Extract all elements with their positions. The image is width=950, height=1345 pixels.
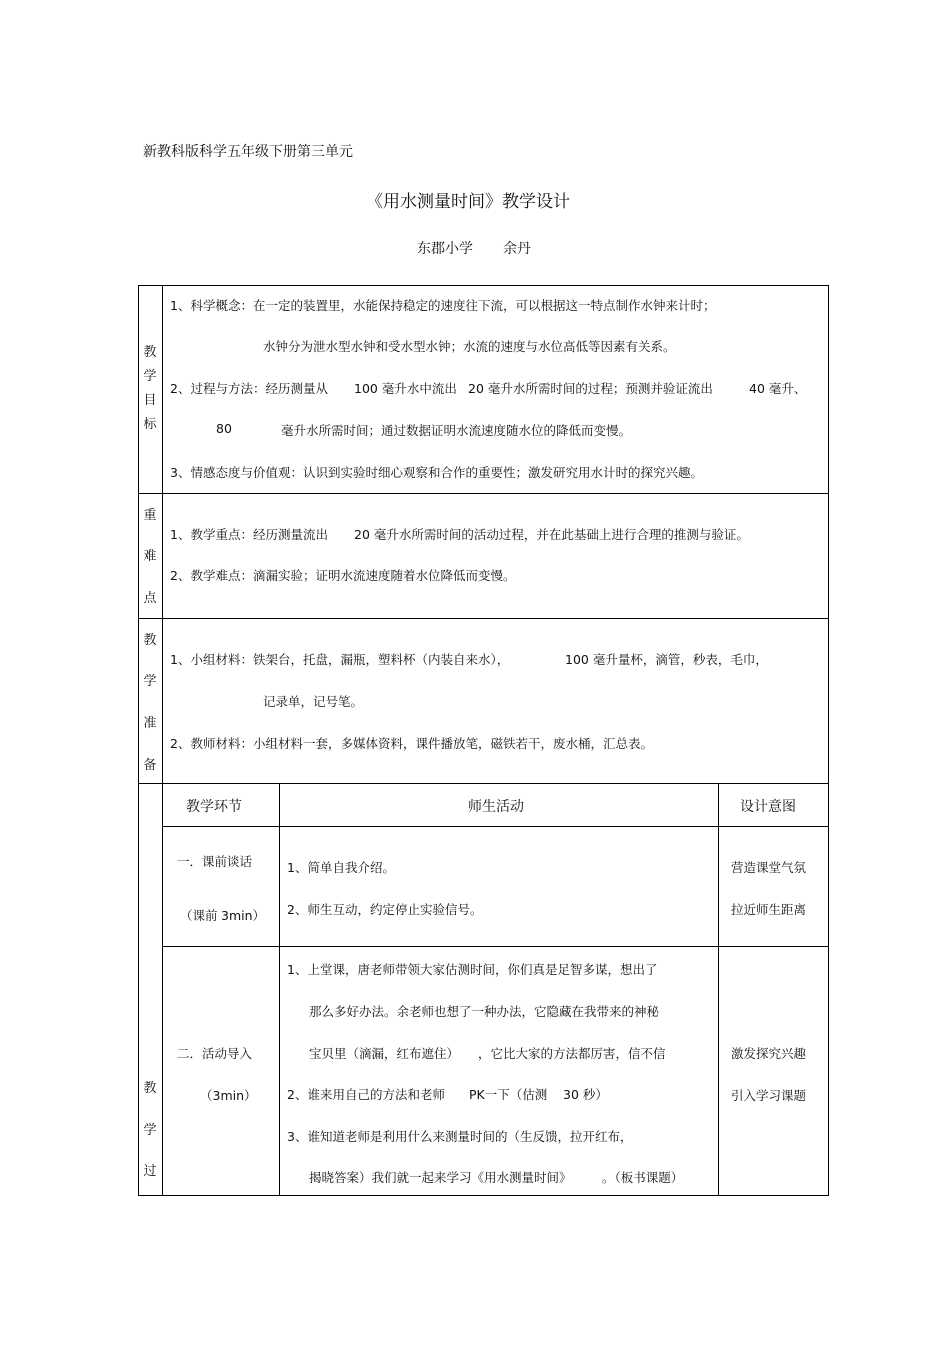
table-border-top — [138, 285, 829, 286]
activity-line: 那么多好办法。余老师也想了一种办法，它隐藏在我带来的神秘 — [309, 1004, 660, 1019]
intent-line: 激发探究兴趣 — [731, 1046, 807, 1061]
row-divider — [138, 783, 829, 784]
intent-line: 引入学习课题 — [731, 1088, 807, 1103]
stage-time: （3min） — [200, 1088, 257, 1103]
activity-line: 宝贝里（滴漏，红布遮住） — [309, 1046, 460, 1061]
activity-line: 2、谁来用自己的方法和老师 — [287, 1087, 445, 1102]
activity-line: ，它比大家的方法都厉害，信不信 — [478, 1046, 666, 1061]
activity-line: 1、简单自我介绍。 — [287, 860, 395, 875]
activity-line: 揭晓答案）我们就一起来学习《用水测量时间》 — [309, 1170, 572, 1185]
section-label-char: 难 — [143, 549, 157, 564]
series-label: 新教科版科学五年级下册第三单元 — [143, 144, 353, 160]
section-label-char: 点 — [143, 591, 157, 606]
column-divider — [718, 783, 719, 1196]
stage-time: 3min） — [221, 908, 266, 923]
preparation-line: 记录单，记号笔。 — [263, 694, 364, 709]
row-divider — [138, 618, 829, 619]
preparation-line: 1、小组材料：铁架台，托盘，漏瓶，塑料杯（内装自来水）， — [170, 652, 510, 667]
stage-name: 二．活动导入 — [177, 1046, 253, 1061]
header-stage: 教学环节 — [186, 799, 242, 815]
section-label-char: 备 — [143, 758, 157, 773]
objective-line: 40 毫升、 — [749, 381, 807, 396]
section-label-char: 教 — [143, 345, 157, 360]
header-intent: 设计意图 — [740, 799, 796, 815]
objective-line: 1、科学概念：在一定的装置里，水能保持稳定的速度往下流，可以根据这一特点制作水钟来计时； — [170, 298, 716, 313]
teacher-name: 余丹 — [503, 241, 531, 257]
activity-line: 3、谁知道老师是利用什么来测量时间的（生反馈，拉开红布， — [287, 1129, 633, 1144]
intent-line: 营造课堂气氛 — [731, 860, 807, 875]
preparation-line: 2、教师材料：小组材料一套，多媒体资料，课件播放笔，磁铁若干，废水桶，汇总表。 — [170, 736, 653, 751]
row-divider — [162, 826, 829, 827]
activity-line: PK一下（估测 — [469, 1087, 548, 1102]
activity-line: 2、师生互动，约定停止实验信号。 — [287, 902, 483, 917]
row-divider — [162, 946, 829, 947]
objective-line: 20 毫升水所需时间的过程；预测并验证流出 — [468, 381, 713, 396]
section-label-char: 教 — [143, 633, 157, 648]
section-label-char: 学 — [143, 1123, 157, 1138]
section-label-char: 教 — [143, 1081, 157, 1096]
keypoint-line: 2、教学难点：滴漏实验；证明水流速度随着水位降低而变慢。 — [170, 568, 516, 583]
section-label-char: 重 — [143, 508, 157, 523]
table-border-right — [828, 285, 829, 1196]
table-border-bottom — [138, 1195, 829, 1196]
section-label-char: 目 — [143, 393, 157, 408]
keypoint-line: 20 毫升水所需时间的活动过程，并在此基础上进行合理的推测与验证。 — [354, 527, 749, 542]
section-label-char: 准 — [143, 716, 157, 731]
intent-line: 拉近师生距离 — [731, 902, 807, 917]
section-label-char: 学 — [143, 369, 157, 384]
objective-line: 3、情感态度与价值观：认识到实验时细心观察和合作的重要性；激发研究用水计时的探究兴趣。 — [170, 465, 703, 480]
objective-line: 2、过程与方法：经历测量从 — [170, 381, 328, 396]
keypoint-line: 1、教学重点：经历测量流出 — [170, 527, 328, 542]
section-label-char: 标 — [143, 417, 157, 432]
objective-line: 毫升水所需时间；通过数据证明水流速度随水位的降低而变慢。 — [281, 423, 632, 438]
activity-line: 30 秒） — [563, 1087, 608, 1102]
objective-line: 100 毫升水中流出 — [354, 381, 457, 396]
objective-line: 80 — [216, 421, 232, 436]
section-label-char: 过 — [143, 1164, 157, 1179]
stage-time: （课前 — [180, 908, 218, 923]
activity-line: 。（板书课题） — [602, 1170, 684, 1185]
preparation-line: 100 毫升量杯，滴管，秒表，毛巾， — [565, 652, 768, 667]
school-name: 东郡小学 — [417, 241, 473, 257]
objective-line: 水钟分为泄水型水钟和受水型水钟；水流的速度与水位高低等因素有关系。 — [263, 339, 676, 354]
label-column-divider — [162, 285, 163, 1196]
column-divider — [279, 783, 280, 1196]
document-title: 《用水测量时间》教学设计 — [366, 192, 570, 212]
row-divider — [138, 493, 829, 494]
stage-name: 一．课前谈话 — [177, 854, 253, 869]
header-activity: 师生活动 — [468, 799, 524, 815]
section-label-char: 学 — [143, 674, 157, 689]
activity-line: 1、上堂课，唐老师带领大家估测时间，你们真是足智多谋，想出了 — [287, 962, 658, 977]
